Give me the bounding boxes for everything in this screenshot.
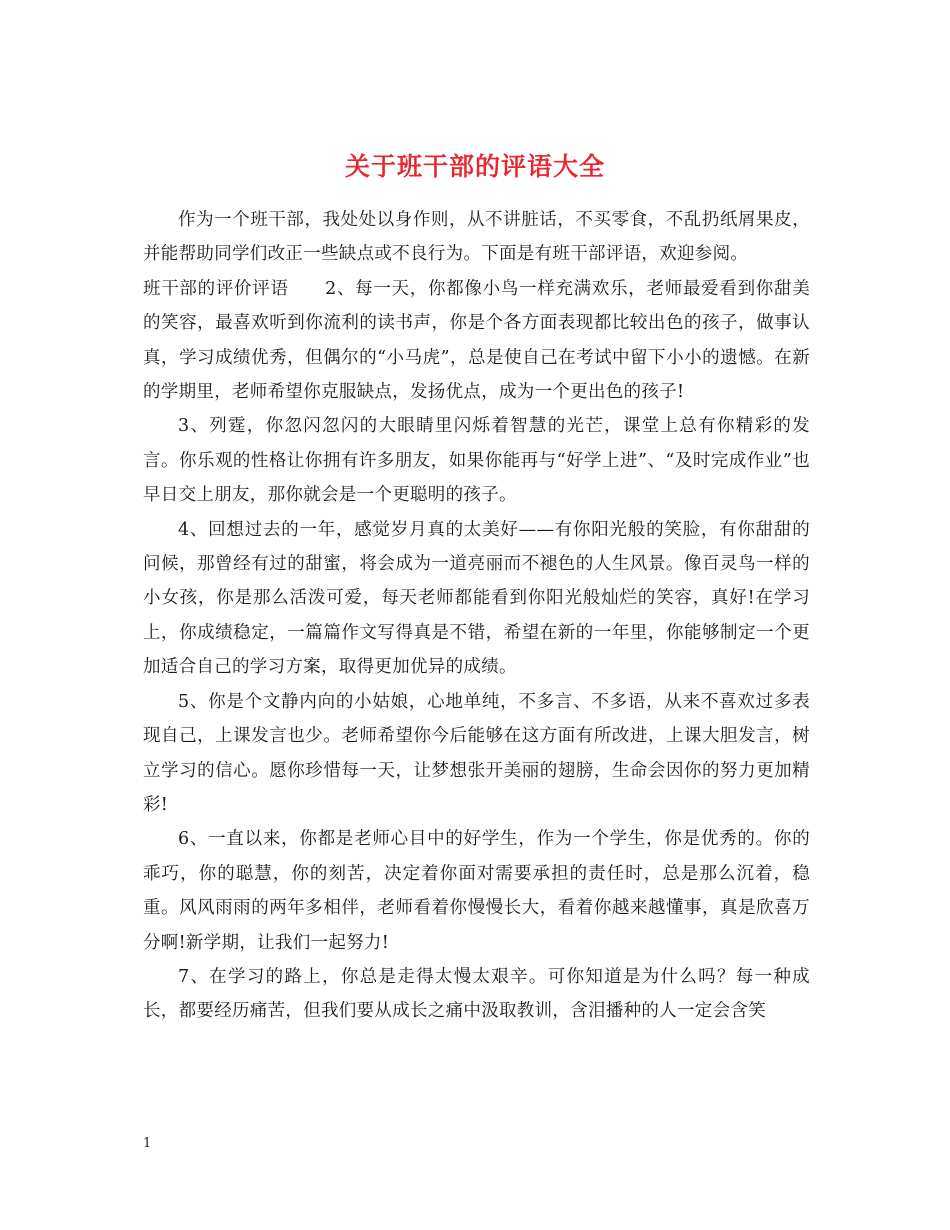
paragraph-6: 6、一直以来，你都是老师心目中的好学生，作为一个学生，你是优秀的。你的乖巧，你的聪慧，你的刻苦，决定着你面对需要承担的责任时，总是那么沉着，稳重。风风雨雨的两年多相伴，老师看着你慢慢长大，看着你越来越懂事，真是欣喜万分啊!新学期，让我们一起努力!: [143, 829, 810, 953]
paragraph-4: 4、回想过去的一年，感觉岁月真的太美好——有你阳光般的笑脸，有你甜甜的问候，那曾经有过的甜蜜，将会成为一道亮丽而不褪色的人生风景。像百灵鸟一样的小女孩，你是那么活泼可爱，每天老师都能看到你阳光般灿烂的笑容，真好!在学习上，你成绩稳定，一篇篇作文写得真是不错，希望在新的一年里，你能够制定一个更加适合自己的学习方案，取得更加优异的成绩。: [143, 519, 810, 678]
paragraph-2: 班干部的评价评语 2、每一天，你都像小鸟一样充满欢乐，老师最爱看到你甜美的笑容，最喜欢听到你流利的读书声，你是个各方面表现都比较出色的孩子，做事认真，学习成绩优秀，但偶尔的“小马虎”，总是使自己在考试中留下小小的遗憾。在新的学期里，老师希望你克服缺点，发扬优点，成为一个更出色的孩子!: [143, 278, 810, 403]
document-title: 关于班干部的评语大全: [344, 151, 605, 181]
paragraph-5: 5、你是个文静内向的小姑娘，心地单纯，不多言、不多语，从来不喜欢过多表现自己，上课发言也少。老师希望你今后能够在这方面有所改进，上课大胆发言，树立学习的信心。愿你珍惜每一天，让梦想张开美丽的翅膀，生命会因你的努力更加精彩!: [143, 691, 810, 815]
paragraph-3: 3、列霆，你忽闪忽闪的大眼睛里闪烁着智慧的光芒，课堂上总有你精彩的发言。你乐观的性格让你拥有许多朋友，如果你能再与“好学上进”、“及时完成作业”也早日交上朋友，那你就会是一个更聪明的孩子。: [143, 416, 810, 506]
document-body: [143, 203, 810, 1029]
paragraph-intro: 作为一个班干部，我处处以身作则，从不讲脏话，不买零食，不乱扔纸屑果皮，并能帮助同学们改正一些缺点或不良行为。下面是有班干部评语，欢迎参阅。: [143, 210, 810, 265]
page-number: 1: [143, 1136, 152, 1151]
paragraph-7: 7、在学习的路上，你总是走得太慢太艰辛。可你知道是为什么吗？每一种成长，都要经历痛苦，但我们要从成长之痛中汲取教训，含泪播种的人一定会含笑: [143, 966, 810, 1022]
